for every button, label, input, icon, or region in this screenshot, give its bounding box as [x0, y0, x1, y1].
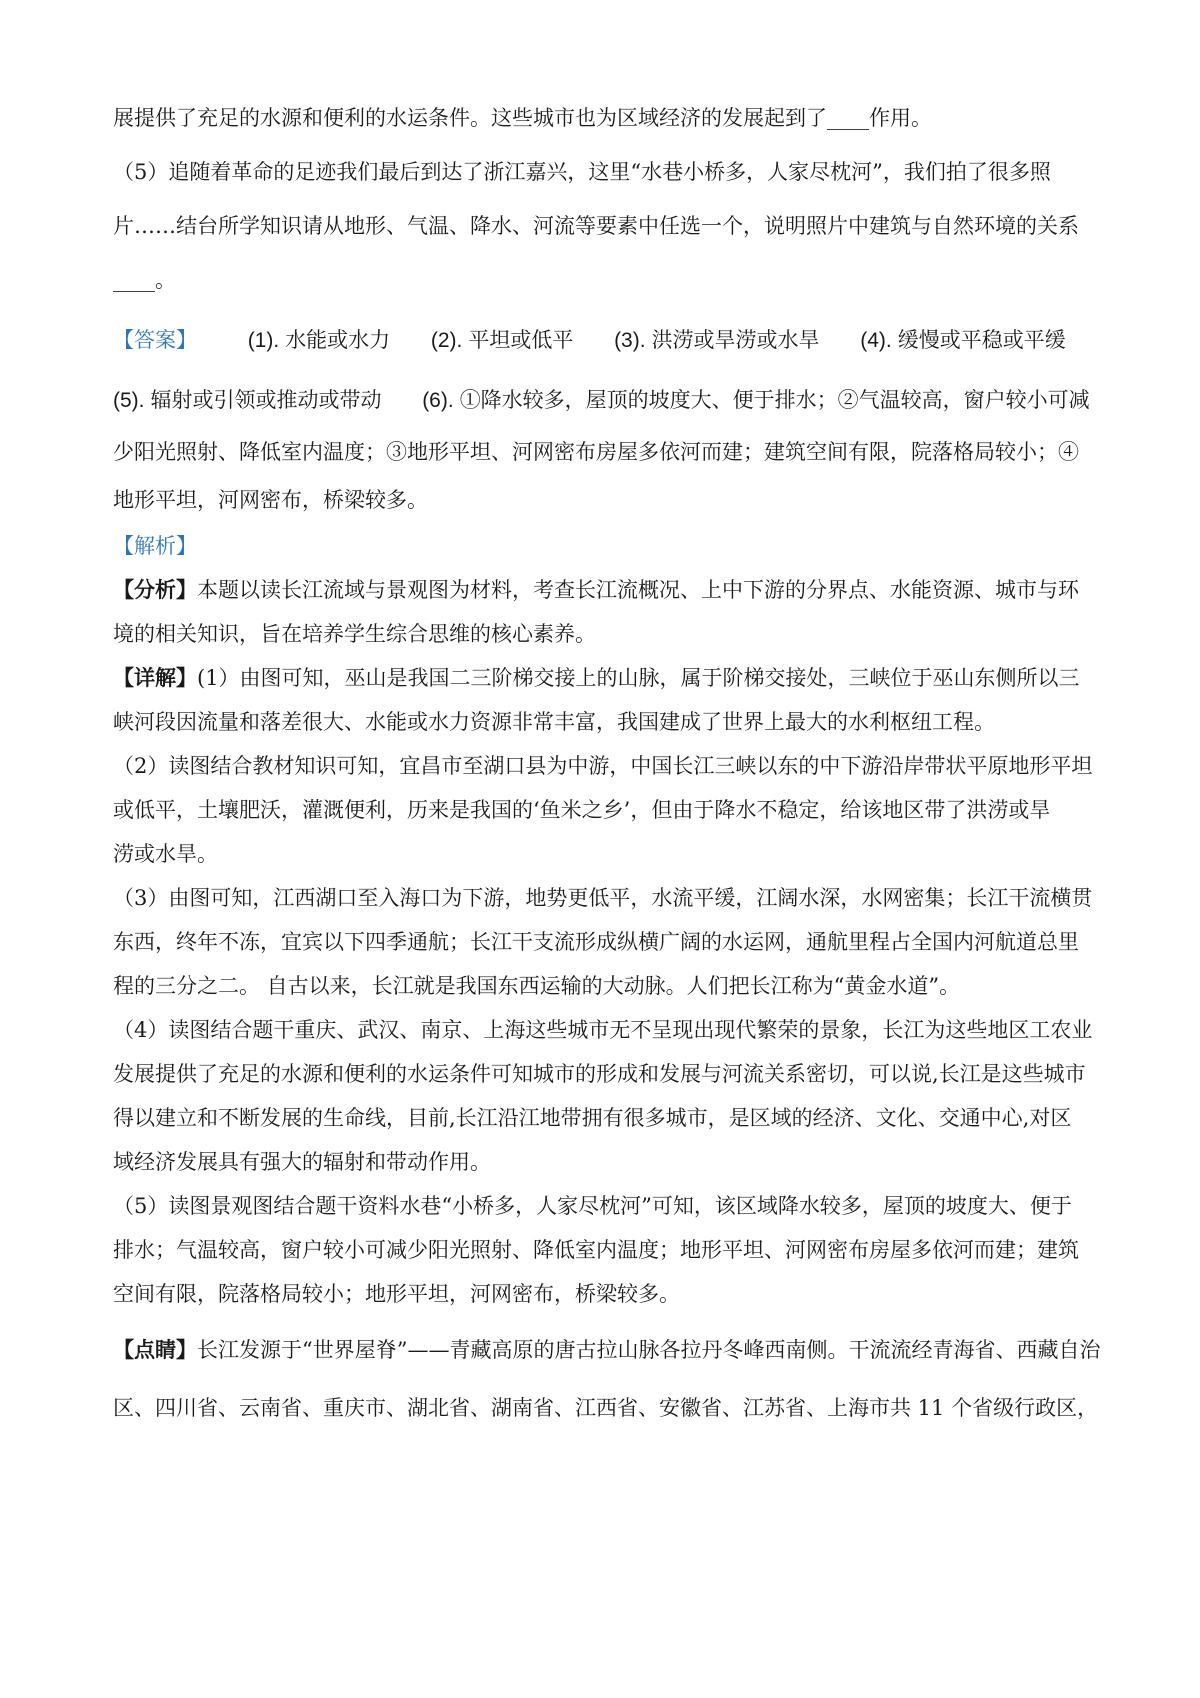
- xiangjie-p5-line-2: 排水；气温较高，窗户较小可减少阳光照射、降低室内温度；地形平坦、河网密布房屋多依河而建；建筑: [113, 1238, 1079, 1262]
- answer-cont-1: 少阳光照射、降低室内温度；③地形平坦、河网密布房屋多依河而建；建筑空间有限，院落格局较小；④: [113, 440, 1079, 464]
- xiangjie-p4-line-1: （4）读图结合题干重庆、武汉、南京、上海这些城市无不呈现出现代繁荣的景象，长江为这些地区工农业: [113, 1018, 1093, 1042]
- document-page: [113, 96, 1101, 1430]
- xiangjie-p4-line-3: 得以建立和不断发展的生命线，目前,长江沿江地带拥有很多城市，是区域的经济、文化、交通中心,对区: [113, 1106, 1072, 1130]
- dianjing-tag: 【点睛】: [113, 1337, 197, 1362]
- xiangjie-p2-line-2: 或低平，土壤肥沃，灌溉便利，历来是我国的‘鱼米之乡’，但由于降水不稳定，给该地区带了洪涝或旱: [113, 798, 1051, 822]
- xiangjie-p3-line-2: 东西，终年不冻，宜宾以下四季通航；长江干支流形成纵横广阔的水运网，通航里程占全国内河航道总里: [113, 930, 1079, 954]
- answer-item-1: (1). 水能或水力: [247, 328, 391, 352]
- fenxi-line-2: 境的相关知识，旨在培养学生综合思维的核心素养。: [113, 622, 596, 646]
- fenxi-tag: 【分析】: [113, 577, 197, 602]
- answer-item-5: (5). 辐射或引领或推动或带动: [113, 388, 382, 412]
- dianjing-line-2: 区、四川省、云南省、重庆市、湖北省、湖南省、江西省、安徽省、江苏省、上海市共 11 个省级行政区，: [113, 1396, 1099, 1420]
- fenxi-line-1: 【分析】本题以读长江流域与景观图为材料，考查长江流概况、上中下游的分界点、水能资源、城市与环: [113, 577, 1079, 602]
- q5-line-1: （5）追随着革命的足迹我们最后到达了浙江嘉兴，这里“水巷小桥多，人家尽枕河”，我们拍了很多照: [113, 160, 1051, 184]
- xiangjie-p2-line-3: 涝或水旱。: [113, 842, 218, 866]
- answer-item-3: (3). 洪涝或旱涝或水旱: [614, 328, 820, 352]
- xiangjie-tag: 【详解】: [113, 665, 197, 690]
- xiangjie-p4-line-2: 发展提供了充足的水源和便利的水运条件可知城市的形成和发展与河流关系密切，可以说,长江是这些城市: [113, 1062, 1086, 1086]
- answer-item-2: (2). 平坦或低平: [430, 328, 574, 352]
- q4-tail-text: 展提供了充足的水源和便利的水运条件。这些城市也为区域经济的发展起到了____作用。: [113, 106, 932, 130]
- answer-tag: 【答案】: [113, 328, 197, 352]
- dianjing-line-1: 【点睛】长江发源于“世界屋脊”——青藏高原的唐古拉山脉各拉丹冬峰西南侧。干流流经青海省、西藏自治: [113, 1337, 1101, 1362]
- answer-item-6: (6). ①降水较多，屋顶的坡度大、便于排水；②气温较高，窗户较小可减: [422, 388, 1090, 412]
- xiangjie-p1-line-2: 峡河段因流量和落差很大、水能或水力资源非常丰富，我国建成了世界上最大的水利枢纽工程。: [113, 710, 995, 734]
- xiangjie-p5-line-1: （5）读图景观图结合题干资料水巷“小桥多，人家尽枕河”可知，该区域降水较多，屋顶的坡度大、便于: [113, 1194, 1072, 1218]
- answer-cont-2: 地形平坦，河网密布，桥梁较多。: [113, 488, 428, 512]
- answer-line-2: [113, 378, 1093, 422]
- xiangjie-p2-line-1: （2）读图结合教材知识可知，宜昌市至湖口县为中游，中国长江三峡以东的中下游沿岸带状平原地形平坦: [113, 754, 1093, 778]
- answer-line-1: [113, 318, 1093, 362]
- xiangjie-p3-line-3: 程的三分之二。 自古以来，长江就是我国东西运输的大动脉。人们把长江称为“黄金水道”。: [113, 974, 961, 998]
- q5-line-3: ____。: [113, 268, 176, 292]
- q5-line-2: 片……结台所学知识请从地形、气温、降水、河流等要素中任选一个，说明照片中建筑与自然环境的关系: [113, 214, 1079, 238]
- xiangjie-p3-line-1: （3）由图可知，江西湖口至入海口为下游，地势更低平，水流平缓，江阔水深，水网密集；长江干流横贯: [113, 886, 1093, 910]
- answer-item-4: (4). 缓慢或平稳或平缓: [860, 328, 1066, 352]
- xiangjie-p4-line-4: 域经济发展具有强大的辐射和带动作用。: [113, 1150, 491, 1174]
- xiangjie-p5-line-3: 空间有限，院落格局较小；地形平坦，河网密布，桥梁较多。: [113, 1282, 680, 1306]
- analysis-tag: 【解析】: [113, 534, 197, 558]
- xiangjie-p1-line-1: 【详解】(1）由图可知，巫山是我国二三阶梯交接上的山脉，属于阶梯交接处，三峡位于巫山东侧所以三: [113, 665, 1080, 690]
